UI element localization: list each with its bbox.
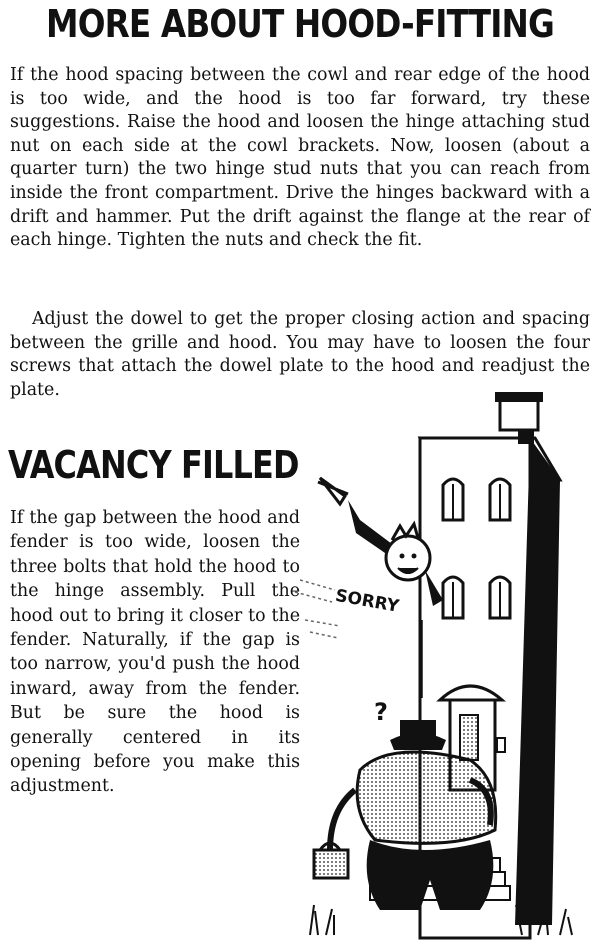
sorry-sign	[295, 580, 422, 698]
paragraph-hood-spacing: If the hood spacing between the cowl and rear edge of the hood is too wide, and the hood is too far forward, try these suggestions. Raise the hood and loosen the hinge attaching stud nut on each side at the cowl brackets. Now, loosen (about a quarter turn) the two hinge stud nuts that you can reach from inside the front compartment. Drive the hinges backward with a drift and hammer. Put the drift against the flange at the rear of each hinge. Tighten the nuts and check the fit.	[10, 65, 590, 251]
paragraph-dowel-adjust: Adjust the dowel to get the proper closing action and spacing between the grille and hood. You may have to loosen the four screws that attach the dowel plate to the hood and readjust the plate.	[10, 309, 590, 400]
sorry-sign-text: SORRY	[333, 585, 401, 617]
cartoon-illustration	[290, 380, 590, 940]
section-heading-vacancy-filled: VACANCY FILLED	[8, 443, 299, 487]
paragraph-hood-fender-gap: If the gap between the hood and fender is too wide, loosen the three bolts that hold the hood to the hinge assembly. Pull the hood out to bring it closer to the fender. Naturally, if the gap is too narrow, you'd push the hood inward, away from the fender. But be sure the hood is generally centered in its opening before you make this adjustment.	[10, 508, 300, 797]
page-title: MORE ABOUT HOOD-FITTING	[46, 2, 554, 46]
question-mark: ?	[374, 698, 388, 726]
